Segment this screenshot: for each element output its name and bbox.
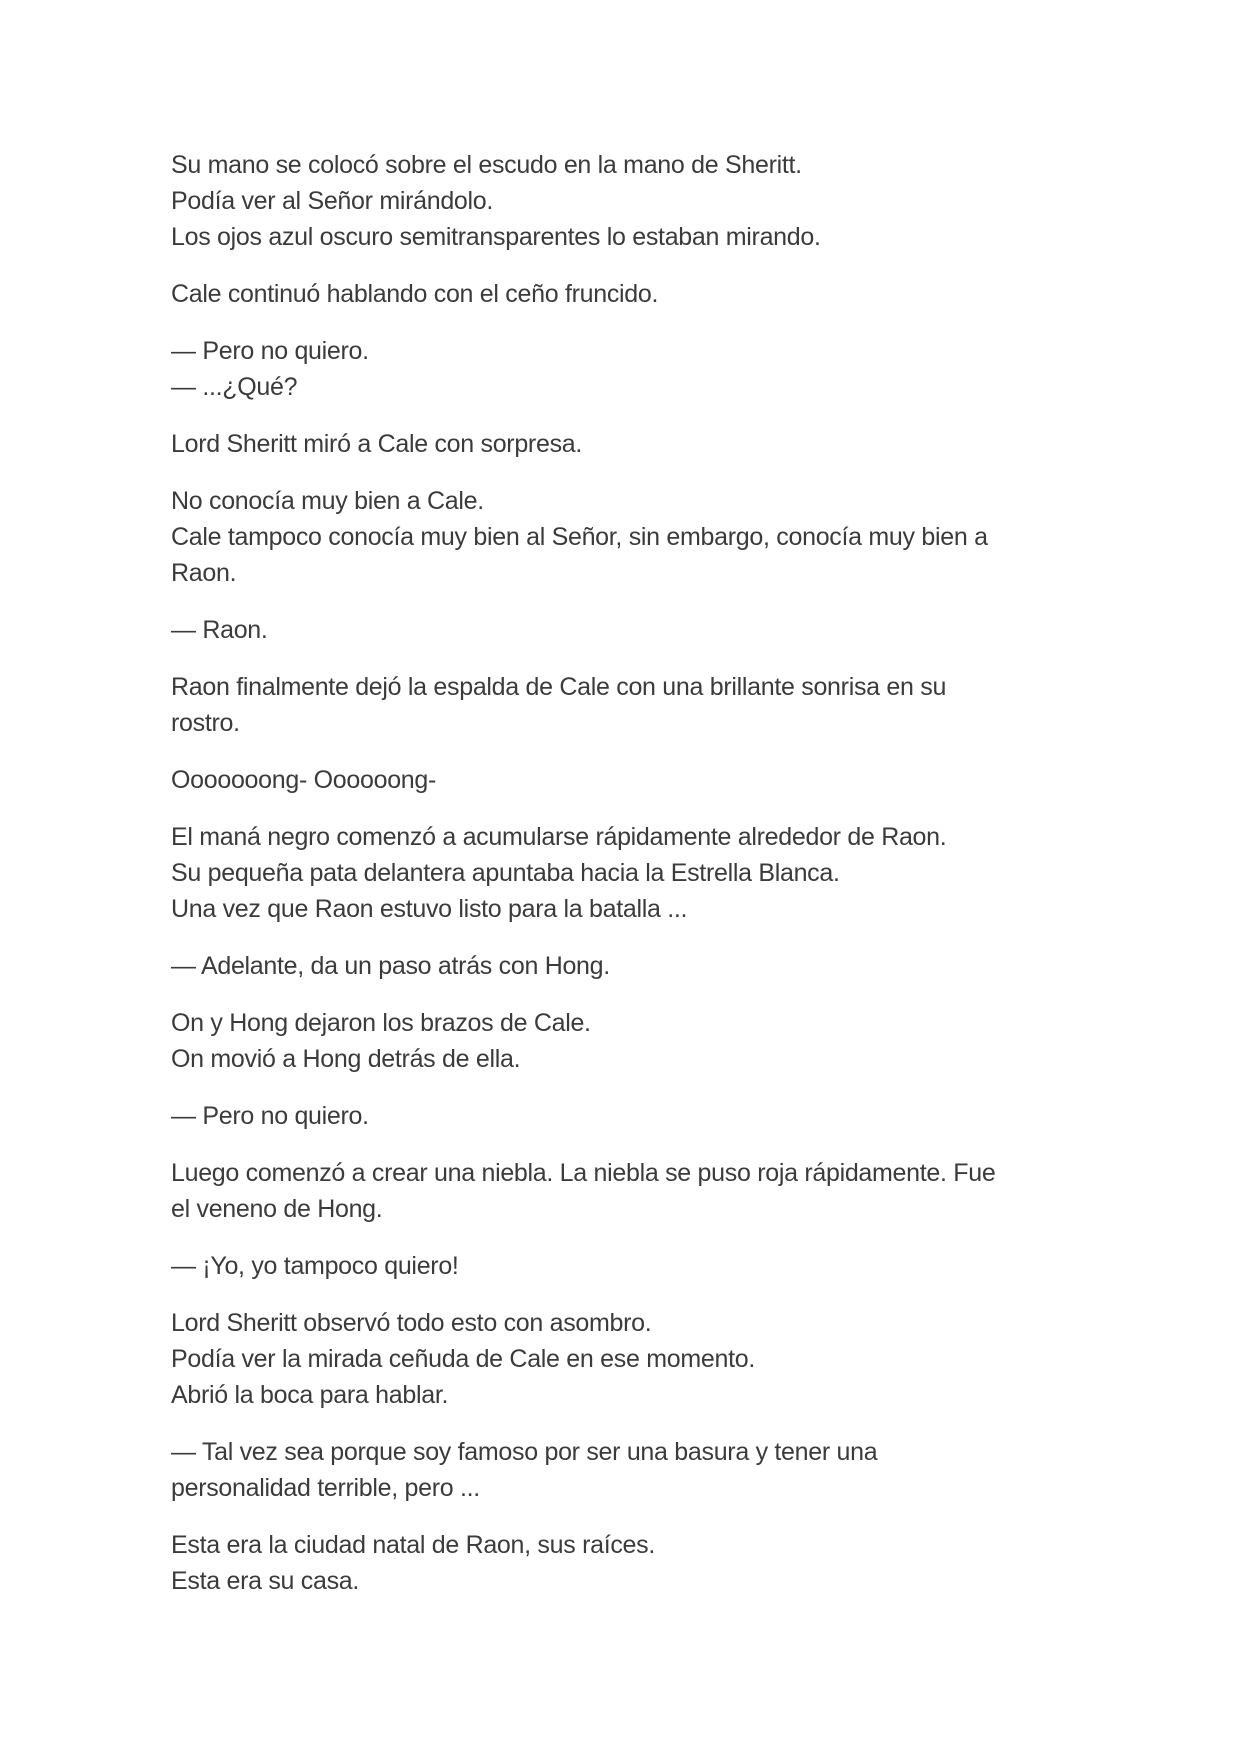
text-line: — Tal vez sea porque soy famoso por ser una basura y tener una	[171, 1438, 878, 1466]
text-line: Cale continuó hablando con el ceño fruncido.	[171, 280, 659, 308]
text-line: On movió a Hong detrás de ella.	[171, 1045, 521, 1073]
paragraph-sound-effect	[171, 762, 1081, 798]
text-line: personalidad terrible, pero ...	[171, 1474, 480, 1502]
paragraph-dialogue	[171, 1098, 1081, 1134]
text-line: Ooooooong- Oooooong-	[171, 766, 437, 794]
text-line: Luego comenzó a crear una niebla. La niebla se puso roja rápidamente. Fue	[171, 1159, 996, 1187]
text-line: Podía ver al Señor mirándolo.	[171, 187, 494, 215]
paragraph	[171, 147, 1081, 255]
text-line: Raon finalmente dejó la espalda de Cale con una brillante sonrisa en su	[171, 673, 947, 701]
paragraph-dialogue	[171, 1434, 1081, 1506]
text-line: el veneno de Hong.	[171, 1195, 383, 1223]
text-line: — ¡Yo, yo tampoco quiero!	[171, 1252, 459, 1280]
paragraph	[171, 483, 1081, 591]
text-line: Esta era su casa.	[171, 1567, 360, 1595]
paragraph	[171, 426, 1081, 462]
paragraph-dialogue	[171, 948, 1081, 984]
text-line: Lord Sheritt observó todo esto con asombro.	[171, 1309, 652, 1337]
paragraph	[171, 1527, 1081, 1599]
document-text-body	[171, 147, 1081, 1599]
text-line: El maná negro comenzó a acumularse rápidamente alrededor de Raon.	[171, 823, 947, 851]
text-line: — Pero no quiero.	[171, 1102, 369, 1130]
text-line: Los ojos azul oscuro semitransparentes lo estaban mirando.	[171, 223, 821, 251]
paragraph-dialogue	[171, 333, 1081, 405]
text-line: — Adelante, da un paso atrás con Hong.	[171, 952, 610, 980]
text-line: Abrió la boca para hablar.	[171, 1381, 449, 1409]
paragraph	[171, 819, 1081, 927]
paragraph	[171, 669, 1081, 741]
text-line: Una vez que Raon estuvo listo para la batalla ...	[171, 895, 688, 923]
text-line: Esta era la ciudad natal de Raon, sus raíces.	[171, 1531, 656, 1559]
text-line: On y Hong dejaron los brazos de Cale.	[171, 1009, 591, 1037]
text-line: Podía ver la mirada ceñuda de Cale en ese momento.	[171, 1345, 755, 1373]
paragraph	[171, 1155, 1081, 1227]
text-line: — Raon.	[171, 616, 268, 644]
paragraph-dialogue	[171, 612, 1081, 648]
paragraph	[171, 1305, 1081, 1413]
text-line: — Pero no quiero.	[171, 337, 369, 365]
paragraph-dialogue	[171, 1248, 1081, 1284]
text-line: rostro.	[171, 709, 240, 737]
text-line: — ...¿Qué?	[171, 373, 298, 401]
text-line: Su pequeña pata delantera apuntaba hacia la Estrella Blanca.	[171, 859, 840, 887]
paragraph	[171, 1005, 1081, 1077]
text-line: Cale tampoco conocía muy bien al Señor, sin embargo, conocía muy bien a	[171, 523, 988, 551]
text-line: Raon.	[171, 559, 237, 587]
text-line: Lord Sheritt miró a Cale con sorpresa.	[171, 430, 583, 458]
text-line: No conocía muy bien a Cale.	[171, 487, 484, 515]
paragraph	[171, 276, 1081, 312]
text-line: Su mano se colocó sobre el escudo en la mano de Sheritt.	[171, 151, 802, 179]
